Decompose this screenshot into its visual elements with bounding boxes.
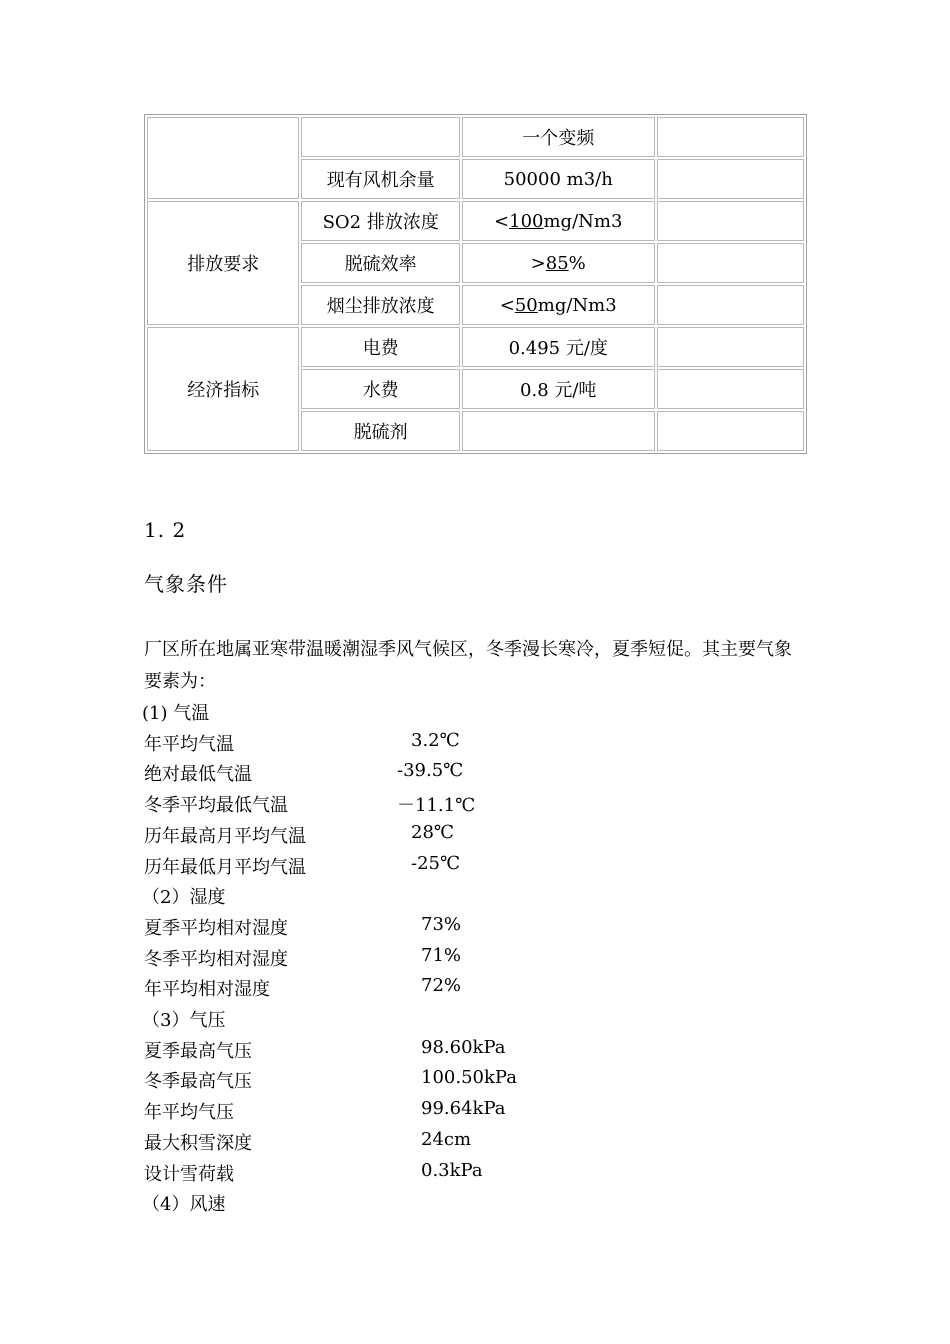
item-value: -25℃ bbox=[411, 852, 461, 874]
cell-suffix: % bbox=[568, 252, 586, 274]
table-row bbox=[147, 117, 804, 157]
item-value: 73% bbox=[421, 913, 462, 935]
table-cell bbox=[462, 201, 655, 241]
spec-table bbox=[144, 114, 807, 454]
item-value: －11.1℃ bbox=[397, 795, 476, 817]
item-label: 年平均相对湿度 bbox=[144, 979, 270, 1001]
item-label: 夏季最高气压 bbox=[144, 1040, 252, 1062]
subheading-label: (1) 气温 bbox=[142, 703, 210, 724]
table-cell: SO2 排放浓度 bbox=[301, 201, 459, 241]
item-value: 100.50kPa bbox=[421, 1067, 517, 1089]
item-value: 98.60kPa bbox=[421, 1036, 506, 1058]
table-row bbox=[147, 327, 804, 367]
cell-suffix: mg/Nm3 bbox=[543, 210, 623, 232]
subheading-label: （4）风速 bbox=[142, 1194, 226, 1216]
table-cell: 50000 m3/h bbox=[462, 159, 655, 199]
table-cell bbox=[301, 117, 459, 157]
table-row bbox=[147, 201, 804, 241]
item-value: 3.2℃ bbox=[411, 729, 460, 751]
cell-underlined-value: 50 bbox=[514, 294, 538, 316]
table-cell: 电费 bbox=[301, 327, 459, 367]
table-cell bbox=[657, 285, 804, 325]
cell-underlined-value: 85 bbox=[545, 252, 569, 274]
table-cell bbox=[657, 369, 804, 409]
table-cell: 脱硫效率 bbox=[301, 243, 459, 283]
table-cell bbox=[657, 243, 804, 283]
table-cell bbox=[657, 117, 804, 157]
section-title: 气象条件 bbox=[144, 572, 228, 596]
cell-prefix: > bbox=[530, 252, 546, 274]
item-label: 历年最高月平均气温 bbox=[144, 825, 306, 847]
intro-paragraph: 厂区所在地属亚寒带温暖潮湿季风气候区，冬季漫长寒冷，夏季短促。其主要气象要素为： bbox=[144, 639, 792, 692]
table-cell: 水费 bbox=[301, 369, 459, 409]
cell-suffix: mg/Nm3 bbox=[537, 294, 617, 316]
table-cell bbox=[657, 159, 804, 199]
item-label: 冬季平均相对湿度 bbox=[144, 948, 288, 970]
table-cell bbox=[657, 327, 804, 367]
table-cell: 一个变频 bbox=[462, 117, 655, 157]
item-label: 历年最低月平均气温 bbox=[144, 856, 306, 878]
table-cell bbox=[462, 285, 655, 325]
cell-prefix: < bbox=[494, 210, 510, 232]
item-label: 夏季平均相对湿度 bbox=[144, 917, 288, 939]
item-label: 冬季平均最低气温 bbox=[144, 795, 288, 817]
item-value: 28℃ bbox=[411, 821, 455, 843]
row-group-label: 排放要求 bbox=[147, 201, 299, 325]
item-value: 0.3kPa bbox=[421, 1159, 483, 1181]
table-cell bbox=[657, 411, 804, 451]
row-group-label: 经济指标 bbox=[147, 327, 299, 451]
item-label: 年平均气压 bbox=[144, 1102, 234, 1124]
item-label: 最大积雪深度 bbox=[144, 1132, 252, 1154]
item-value: 72% bbox=[421, 975, 462, 997]
table-cell: 现有风机余量 bbox=[301, 159, 459, 199]
section-number: 1. 2 bbox=[144, 518, 187, 542]
item-value: 71% bbox=[421, 944, 462, 966]
item-label: 年平均气温 bbox=[144, 733, 234, 755]
table-cell bbox=[657, 201, 804, 241]
table-cell: 脱硫剂 bbox=[301, 411, 459, 451]
item-value: -39.5℃ bbox=[397, 760, 464, 782]
table-cell: 0.495 元/度 bbox=[462, 327, 655, 367]
table-cell bbox=[462, 411, 655, 451]
item-label: 冬季最高气压 bbox=[144, 1071, 252, 1093]
subheading-label: （2）湿度 bbox=[142, 887, 226, 909]
table-cell: 0.8 元/吨 bbox=[462, 369, 655, 409]
item-label: 绝对最低气温 bbox=[144, 764, 252, 786]
table-cell bbox=[147, 117, 299, 199]
table-cell bbox=[462, 243, 655, 283]
table-cell: 烟尘排放浓度 bbox=[301, 285, 459, 325]
subheading-label: （3）气压 bbox=[142, 1010, 226, 1031]
item-value: 99.64kPa bbox=[421, 1098, 506, 1120]
cell-prefix: < bbox=[499, 294, 515, 316]
item-label: 设计雪荷载 bbox=[144, 1163, 234, 1185]
cell-underlined-value: 100 bbox=[509, 210, 544, 232]
item-value: 24cm bbox=[421, 1128, 472, 1150]
